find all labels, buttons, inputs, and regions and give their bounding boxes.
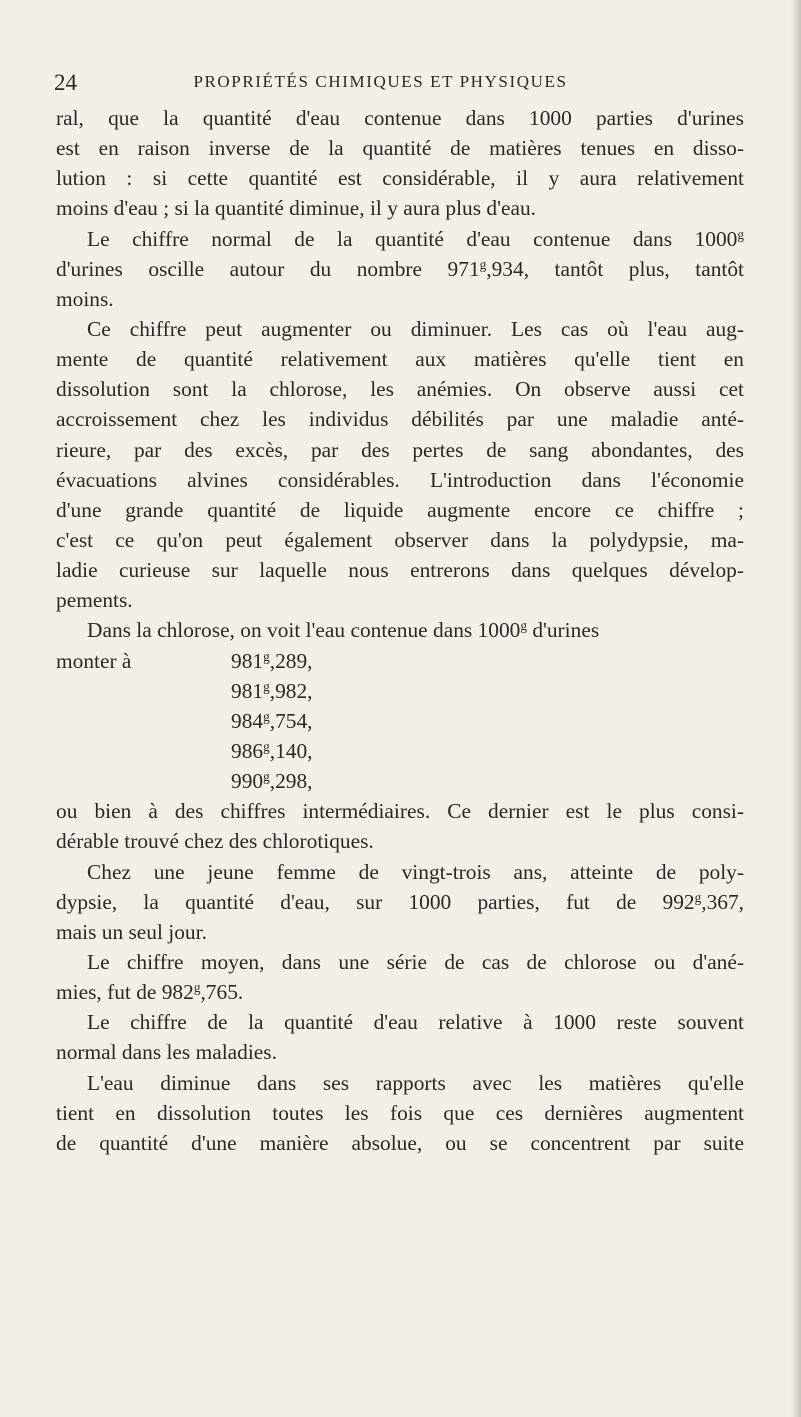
text-line: normal dans les maladies. bbox=[56, 1040, 277, 1065]
value-line: 990$^g$,298, bbox=[231, 769, 313, 794]
values-list bbox=[56, 676, 744, 797]
text-line: ou bien à des chiffres intermédiaires. Ce dernier est le plus consi- bbox=[56, 799, 744, 824]
value-line: 981$^g$,289, bbox=[231, 648, 313, 673]
text-line: rieure, par des excès, par des pertes de sang abondantes, des bbox=[56, 437, 744, 462]
text-line: c'est ce qu'on peut également observer dans la polydypsie, ma- bbox=[56, 527, 744, 552]
value-line: 981$^g$,982, bbox=[231, 678, 313, 703]
running-head: PROPRIÉTÉS CHIMIQUES ET PHYSIQUES bbox=[193, 72, 568, 91]
text-line: évacuations alvines considérables. L'introduction dans l'économie bbox=[56, 467, 744, 492]
paragraph bbox=[56, 314, 744, 615]
paragraphs-after bbox=[56, 796, 744, 1158]
text-line: moins d'eau ; si la quantité diminue, il y aura plus d'eau. bbox=[56, 196, 536, 221]
paragraph bbox=[56, 224, 744, 314]
text-line: Ce chiffre peut augmenter ou diminuer. Les cas où l'eau aug- bbox=[87, 316, 744, 341]
text-line: Le chiffre normal de la quantité d'eau contenue dans 1000$^g$ bbox=[87, 226, 744, 251]
paragraph bbox=[56, 615, 744, 645]
page-number: 24 bbox=[54, 70, 77, 95]
paragraph bbox=[56, 1007, 744, 1067]
text-line: ladie curieuse sur laquelle nous entrerons dans quelques dévelop- bbox=[56, 558, 744, 583]
paragraph bbox=[56, 857, 744, 947]
text-line: Le chiffre moyen, dans une série de cas de chlorose ou d'ané- bbox=[87, 949, 744, 974]
text-line: mais un seul jour. bbox=[56, 919, 207, 944]
values-intro-row bbox=[56, 646, 744, 676]
value-line: 986$^g$,140, bbox=[231, 738, 313, 763]
text-line: ral, que la quantité d'eau contenue dans 1000 parties d'urines bbox=[56, 106, 744, 130]
paragraph bbox=[56, 1068, 744, 1158]
text-line: mies, fut de 982$^g$,765. bbox=[56, 980, 244, 1005]
text-line: dissolution sont la chlorose, les anémies. On observe aussi cet bbox=[56, 377, 744, 402]
page-edge-shadow bbox=[791, 0, 801, 1417]
text-line: d'une grande quantité de liquide augmente encore ce chiffre ; bbox=[56, 497, 744, 522]
text-line: accroissement chez les individus débilités par une maladie anté- bbox=[56, 407, 744, 432]
value-line: 984$^g$,754, bbox=[231, 708, 313, 733]
paragraph bbox=[56, 947, 744, 1007]
page-body bbox=[56, 103, 744, 1158]
text-line: pements. bbox=[56, 588, 133, 613]
text-line: Le chiffre de la quantité d'eau relative à 1000 reste souvent bbox=[87, 1010, 744, 1035]
text-line: d'urines oscille autour du nombre 971$^g$,934, tantôt plus, tantôt bbox=[56, 256, 744, 281]
paragraphs-before bbox=[56, 103, 744, 646]
text-line: dérable trouvé chez des chlorotiques. bbox=[56, 829, 374, 854]
text-line: L'eau diminue dans ses rapports avec les matières qu'elle bbox=[87, 1070, 744, 1095]
text-line: Dans la chlorose, on voit l'eau contenue dans 1000$^g$ d'urines bbox=[87, 618, 600, 643]
text-line: est en raison inverse de la quantité de matières tenues en disso- bbox=[56, 136, 744, 161]
text-line: Chez une jeune femme de vingt-trois ans, atteinte de poly- bbox=[87, 859, 744, 884]
text-line: lution : si cette quantité est considérable, il y aura relativement bbox=[56, 166, 744, 191]
values-label: monter à bbox=[56, 648, 132, 673]
text-line: de quantité d'une manière absolue, ou se concentrent par suite bbox=[56, 1130, 744, 1155]
paragraph bbox=[56, 796, 744, 856]
text-line: tient en dissolution toutes les fois que ces dernières augmentent bbox=[56, 1100, 744, 1125]
page-header bbox=[54, 68, 747, 102]
text-line: mente de quantité relativement aux matières qu'elle tient en bbox=[56, 347, 744, 372]
text-line: moins. bbox=[56, 286, 114, 311]
text-line: dypsie, la quantité d'eau, sur 1000 parties, fut de 992$^g$,367, bbox=[56, 889, 744, 914]
paragraph bbox=[56, 103, 744, 224]
